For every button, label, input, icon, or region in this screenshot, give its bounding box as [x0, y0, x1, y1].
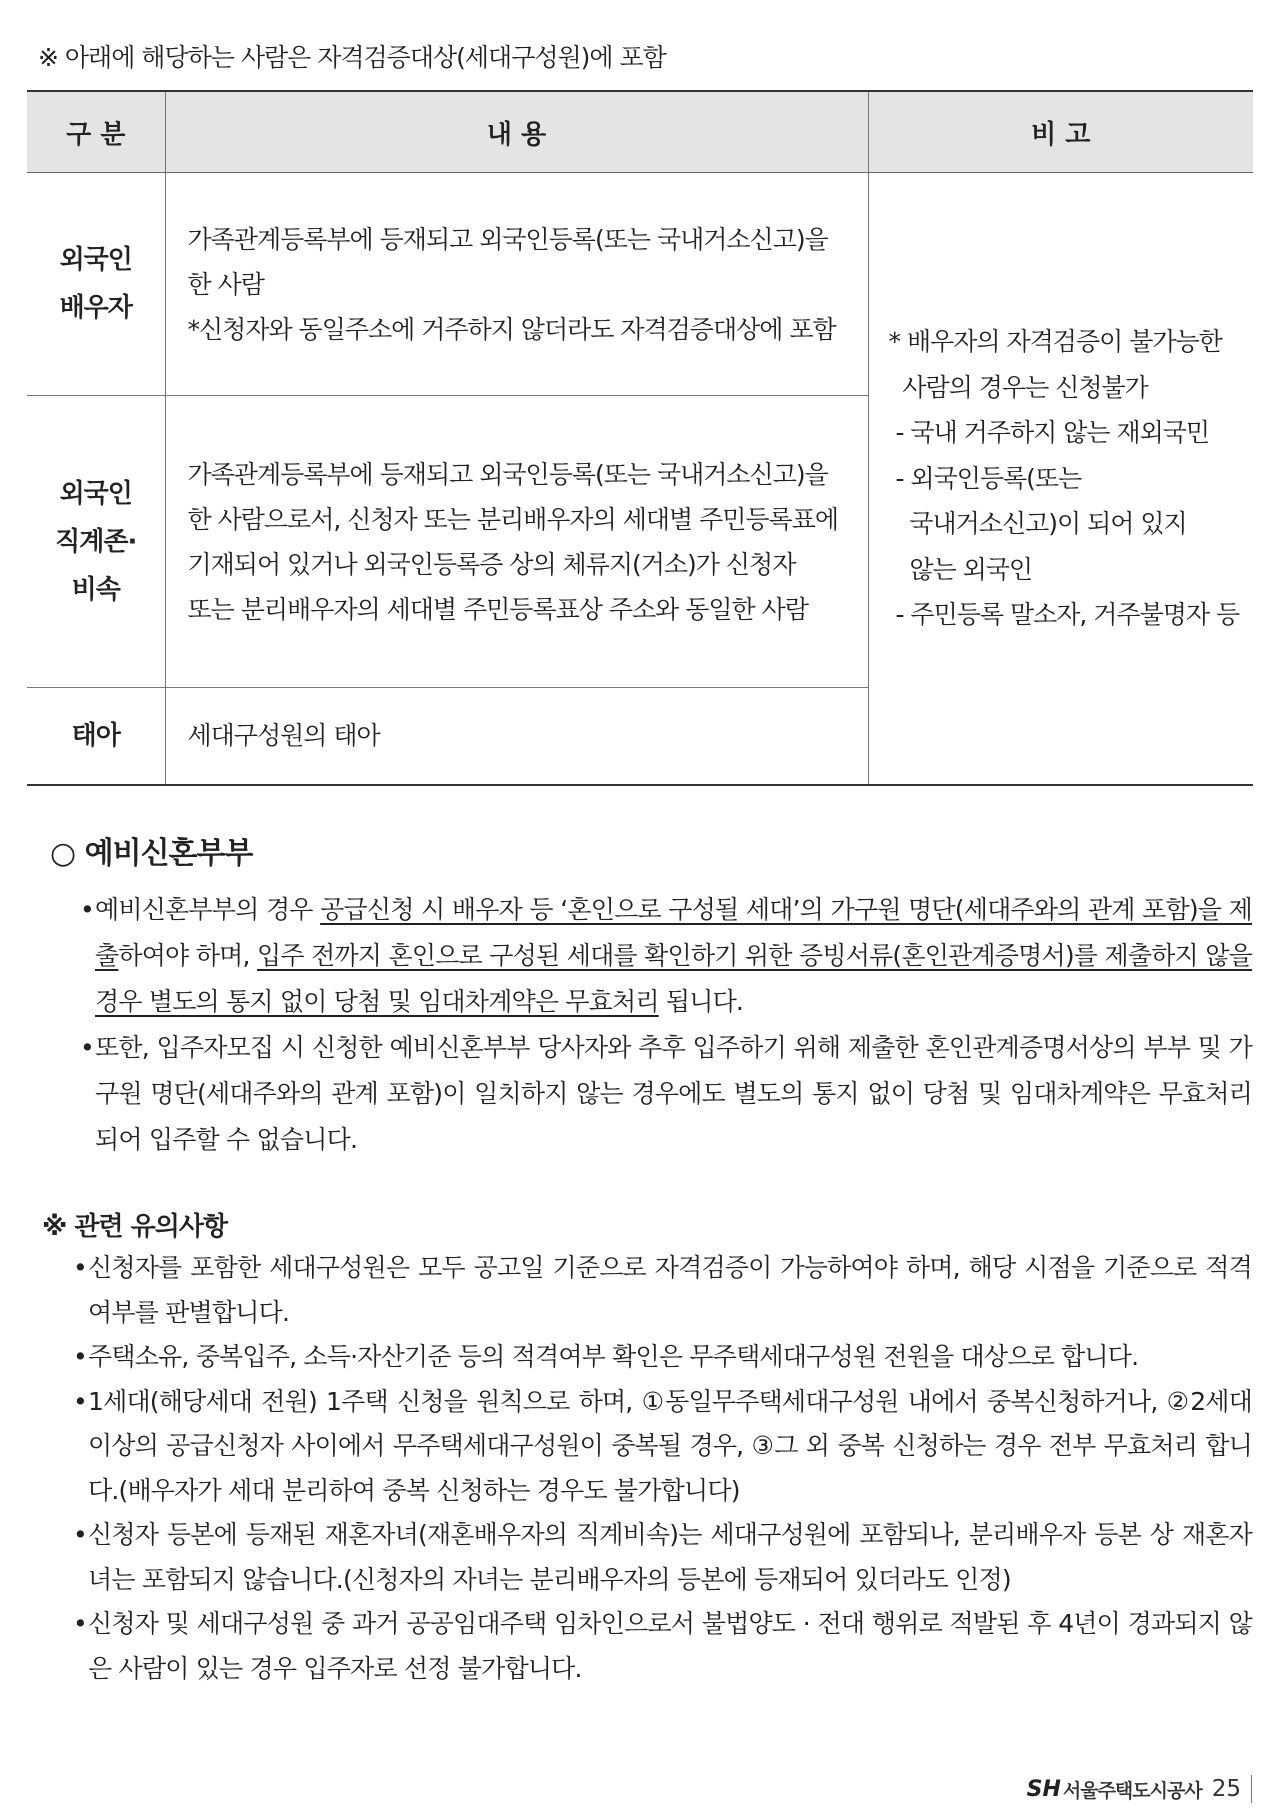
- list-item: • 또한, 입주자모집 시 신청한 예비신혼부부 당사자와 추후 입주하기 위해 제출한 혼인관계증명서상의 부부 및 가구원 명단(세대주와의 관계 포함)이 일치하지 않는 경우에도 별도의 통지 없이 당첨 및 임대차계약은 무효처리 되어 입주할 수 없습니다.: [82, 1025, 1252, 1163]
- notes-bullet-list: [75, 1246, 1252, 1691]
- list-item: • 신청자 등본에 등재된 재혼자녀(재혼배우자의 직계비속)는 세대구성원에 포함되나, 분리배우자 등본 상 재혼자녀는 포함되지 않습니다.(신청자의 자녀는 분리배우자의 등본에 등재되어 있더라도 인정): [75, 1513, 1252, 1602]
- section-title: ○ 예비신혼부부: [50, 836, 253, 871]
- list-item: • 1세대(해당세대 전원) 1주택 신청을 원칙으로 하며, ①동일무주택세대구성원 내에서 중복신청하거나, ②2세대 이상의 공급신청자 사이에서 무주택세대구성원이 중복될 경우, ③그 외 중복 신청하는 경우 전부 무효처리 합니다.(배우자가 세대 분리하여 중복 신청하는 경우도 불가합니다): [75, 1380, 1252, 1514]
- bullet-icon: •: [73, 1386, 87, 1416]
- table-row: [27, 173, 1253, 396]
- list-item: • 신청자를 포함한 세대구성원은 모두 공고일 기준으로 자격검증이 가능하여야 하며, 해당 시점을 기준으로 적격여부를 판별합니다.: [75, 1246, 1252, 1335]
- bullet-icon: •: [73, 1342, 87, 1371]
- header-content: 내 용: [165, 91, 868, 173]
- bullet-icon: •: [80, 895, 94, 924]
- bullet-icon: •: [73, 1609, 87, 1638]
- row-content: 세대구성원의 태아: [165, 688, 868, 785]
- list-item: • 주택소유, 중복입주, 소득·자산기준 등의 적격여부 확인은 무주택세대구성원 전원을 대상으로 합니다.: [75, 1335, 1252, 1380]
- row-content: 가족관계등록부에 등재되고 외국인등록(또는 국내거소신고)을 한 사람 *신청자와 동일주소에 거주하지 않더라도 자격검증대상에 포함: [165, 173, 868, 396]
- row-content: 가족관계등록부에 등재되고 외국인등록(또는 국내거소신고)을 한 사람으로서, 신청자 또는 분리배우자의 세대별 주민등록표에 기재되어 있거나 외국인등록증 상의 체류지(거소)가 신청자 또는 분리배우자의 세대별 주민등록표상 주소와 동일한 사람: [165, 396, 868, 688]
- prenuptial-bullet-list: [82, 887, 1252, 1163]
- list-item: • 신청자 및 세대구성원 중 과거 공공임대주택 임차인으로서 불법양도 · 전대 행위로 적발된 후 4년이 경과되지 않은 사람이 있는 경우 입주자로 선정 불가합니다.: [75, 1602, 1252, 1691]
- bullet-icon: •: [73, 1253, 87, 1282]
- footer-divider: [1251, 1775, 1252, 1803]
- remarks-cell: * 배우자의 자격검증이 불가능한 사람의 경우는 신청불가 - 국내 거주하지 않는 재외국민 - 외국인등록(또는 국내거소신고)이 되어 있지 않는 외국인 - 주민등록 말소자, 거주불명자 등: [868, 173, 1253, 785]
- sh-logo: SH: [1026, 1776, 1061, 1802]
- row-category: 태아: [27, 688, 165, 785]
- row-category: 외국인 직계존· 비속: [27, 396, 165, 688]
- header-remarks: 비 고: [868, 91, 1253, 173]
- page-footer: [1027, 1774, 1252, 1804]
- header-category: 구 분: [27, 91, 165, 173]
- row-category: 외국인 배우자: [27, 173, 165, 396]
- organization-name: 서울주택도시공사: [1062, 1779, 1202, 1802]
- intro-note: ※ 아래에 해당하는 사람은 자격검증대상(세대구성원)에 포함: [38, 43, 666, 72]
- page-number: 25: [1211, 1776, 1241, 1802]
- bullet-icon: •: [73, 1520, 87, 1549]
- list-item: • 예비신혼부부의 경우 공급신청 시 배우자 등 ‘혼인으로 구성될 세대’의 가구원 명단(세대주와의 관계 포함)을 제출하여야 하며, 입주 전까지 혼인으로 구성된 세대를 확인하기 위한 증빙서류(혼인관계증명서)를 제출하지 않을 경우 별도의 통지 없이 당첨 및 임대차계약은 무효처리 됩니다.: [82, 887, 1252, 1025]
- eligibility-table: [27, 90, 1253, 786]
- notes-title: ※ 관련 유의사항: [42, 1212, 228, 1242]
- bullet-icon: •: [80, 1033, 94, 1062]
- table-header-row: [27, 91, 1253, 173]
